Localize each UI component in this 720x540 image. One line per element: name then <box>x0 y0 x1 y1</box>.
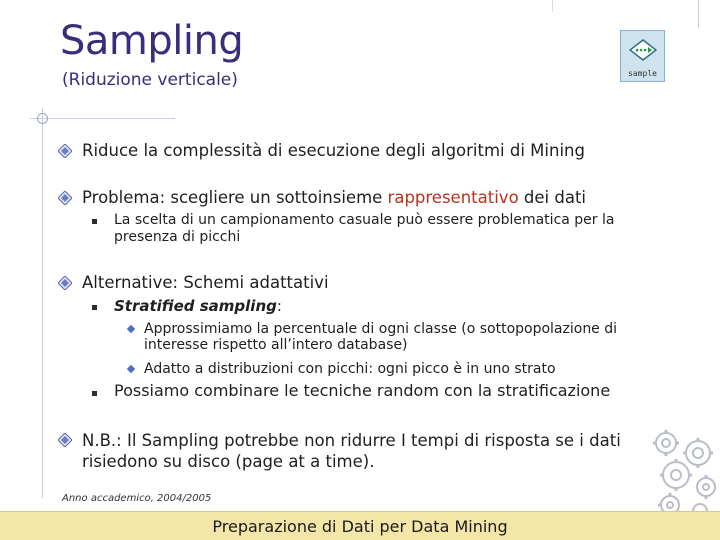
gears-icon <box>646 425 720 521</box>
bullet-3-sub-1 <box>92 298 682 315</box>
bullet-3-sub-1-text <box>92 298 682 315</box>
footer-note: Anno accademico, 2004/2005 <box>62 493 212 504</box>
bullet-2-sub <box>92 212 682 246</box>
sample-diamond-icon <box>629 39 657 61</box>
bullet-3-sub-1-a <box>128 321 668 353</box>
bullet-3-sub-1-b <box>128 361 668 377</box>
bullet-2-highlight: rappresentativo <box>387 188 519 207</box>
bullet-2-sub-text: La scelta di un campionamento casuale può essere problematica per la presenza di picchi <box>114 212 615 245</box>
sample-icon-label: sample <box>628 69 657 78</box>
footer-divider <box>0 511 720 512</box>
bullet-3-sub-1-rest: : <box>276 297 282 315</box>
stratified-sampling-label: Stratified sampling <box>114 297 277 315</box>
slide-subtitle: (Riduzione verticale) <box>62 70 238 90</box>
diamond-bullet-icon <box>58 433 72 447</box>
bullet-3-sub-1-b-text: Adatto a distribuzioni con picchi: ogni picco è in uno strato <box>144 361 556 377</box>
bullet-3-sub-2 <box>92 382 682 399</box>
bullet-2-text-post: dei dati <box>518 188 587 207</box>
bullet-2-text-pre: Problema: scegliere un sottoinsieme <box>82 188 388 207</box>
decor-crosshair <box>37 113 48 124</box>
diamond-bullet-icon <box>58 144 72 158</box>
decor-vertical-line <box>42 108 43 498</box>
bullet-2-text <box>60 188 586 207</box>
bullet-3-sub-2-text: Possiamo combinare le tecniche random con la stratificazione <box>114 381 611 400</box>
footer-title: Preparazione di Dati per Data Mining <box>212 517 508 536</box>
bullet-4 <box>60 430 635 472</box>
decor-line <box>552 0 553 12</box>
square-bullet-icon <box>92 391 97 396</box>
diamond-bullet-icon <box>58 191 72 205</box>
square-bullet-icon <box>92 305 97 310</box>
slide-title: Sampling <box>60 18 244 64</box>
decor-line <box>698 0 699 28</box>
sample-node-icon <box>620 30 665 82</box>
bullet-1 <box>60 141 585 160</box>
decor-horizontal-line <box>30 118 175 119</box>
bullet-2 <box>60 188 586 207</box>
bullet-4-text: N.B.: Il Sampling potrebbe non ridurre I tempi di risposta se i dati risiedono su disco (page at a time). <box>82 431 621 471</box>
diamond-bullet-icon <box>58 276 72 290</box>
bullet-3 <box>60 273 329 292</box>
footer-bar <box>0 511 720 540</box>
square-bullet-icon <box>92 219 97 224</box>
bullet-1-text: Riduce la complessità di esecuzione degli algoritmi di Mining <box>82 141 585 160</box>
bullet-3-text: Alternative: Schemi adattativi <box>82 273 329 292</box>
bullet-3-sub-1-a-text: Approssimiamo la percentuale di ogni classe (o sottopopolazione di interesse rispetto all’intero database) <box>144 321 618 353</box>
